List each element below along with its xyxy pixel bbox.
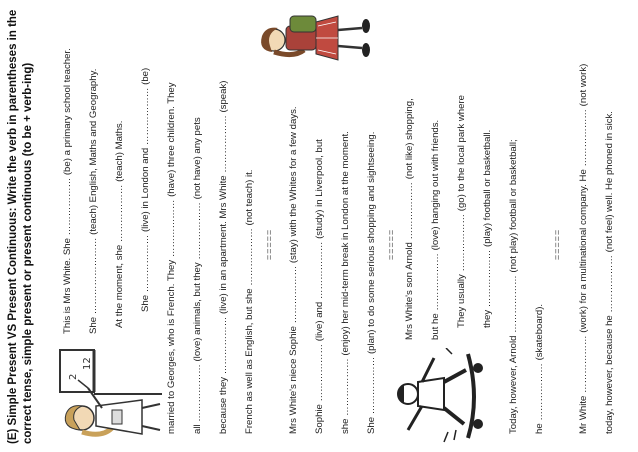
- section1-line: French as well as English, but she ……………… (not teach) it.: [244, 169, 255, 434]
- section3-line: Today, however, Arnold ……………… (not play) football or basketball;: [508, 139, 519, 434]
- section1-line: At the moment, she ……………… (teach) Maths.: [114, 120, 125, 328]
- section1-line: She ……………… (live) in London and ……………… (be): [140, 67, 151, 312]
- section3-line: but he ……………… (love) hanging out with friends.: [430, 119, 441, 340]
- section2-line: Mrs White's niece Sophie ……………… (stay) with the Whites for a few days.: [288, 106, 299, 434]
- section1-line: This is Mrs White. She ……………… (be) a primary school teacher.: [62, 48, 73, 334]
- teacher-illustration: [52, 344, 164, 444]
- section1-line: married to Georges, who is French. They ……………… (have) three children. They: [166, 82, 177, 434]
- girl-with-backpack-illustration: [258, 0, 374, 80]
- separator: =====: [264, 228, 274, 260]
- skateboarder-illustration: [394, 348, 486, 444]
- section2-line: Sophie ……………… (live) and ……………… (study) in Liverpool, but: [314, 139, 325, 434]
- exercise-title: (E) Simple Present VS Present Continuous: Write the verb in parentheses in the correct tense, simple present or present continuous (to be + verb-ing): [7, 9, 34, 444]
- section3-line: They usually ……………… (go) to the local park where: [456, 95, 467, 328]
- section2-line: she ……………… (enjoy) her mid-term break in London at the moment.: [340, 131, 351, 434]
- board-number-2: 12: [82, 357, 93, 370]
- section4-line: today, however, because he ……………… (not feel) well. He phoned in sick.: [604, 111, 615, 434]
- separator: =====: [386, 228, 396, 260]
- section2-line: She ……………… (plan) to do some serious shopping and sightseeing.: [366, 131, 377, 434]
- section3-line: they ……………… (play) football or basketball.: [482, 129, 493, 328]
- section1-line: all ……………… (love) animals, but they ……………… (not have) any pets: [192, 117, 203, 434]
- separator: =====: [552, 228, 562, 260]
- section3-line: he ……………… (skateboard).: [534, 303, 545, 434]
- section4-line: Mr White ……………… (work) for a multinational company. He ……………… (not work): [578, 63, 589, 434]
- section1-line: because they ……………… (live) in an apartment. Mrs White ……………… (speak): [218, 80, 229, 434]
- section3-line: Mrs White's son Arnold ……………… (not like) shopping,: [404, 98, 415, 340]
- section1-line: She …………………… (teach) English, Maths and Geography.: [88, 68, 99, 334]
- board-number-1: 2: [68, 373, 79, 380]
